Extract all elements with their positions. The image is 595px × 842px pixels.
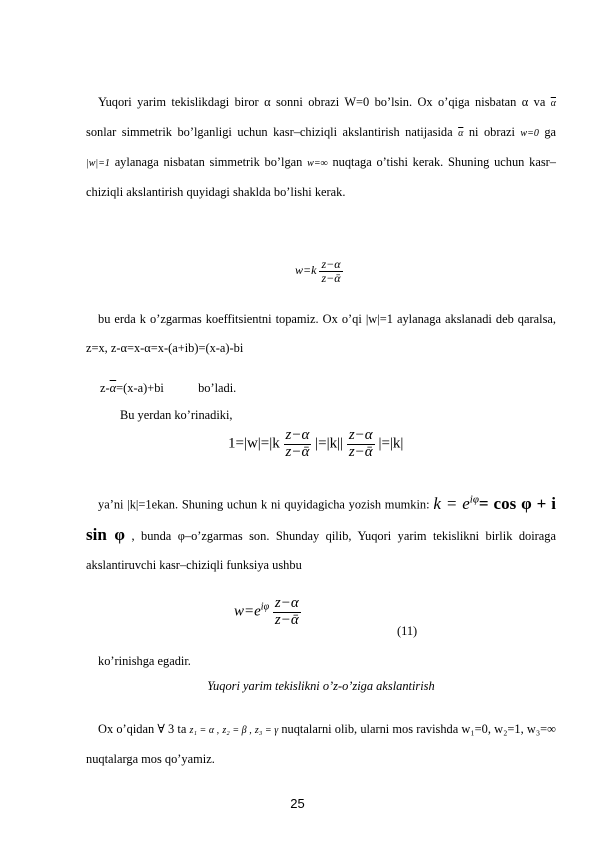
text: bu erda k o’zgarmas koeffitsientni topamiz. Ox o’qi |w|=1 aylanaga akslanadi deb qaralsa, z=x, z-α=x-α=x-(a+ib)=(x-a)-bi — [86, 312, 556, 355]
fraction — [273, 596, 301, 629]
text: ni obrazi — [468, 125, 515, 139]
line-conjugate — [100, 374, 400, 403]
math-w-infinity: w=∞ — [307, 158, 328, 169]
text: Yuqori yarim tekislikdagi biror — [98, 95, 259, 109]
text: bo’ladi. — [198, 381, 237, 395]
formula-lhs: w=e — [234, 603, 261, 620]
text: sonlar simmetrik bo’lganligi uchun kasr–chiziqli akslantirish natijasida — [86, 125, 453, 139]
formula-lhs: w=k — [295, 262, 317, 277]
fraction — [284, 428, 312, 461]
fraction-denominator: z−ᾱ — [274, 611, 299, 628]
paragraph-k-coefficient — [86, 305, 556, 363]
text: aylanaga nisbatan simmetrik bo’lgan — [114, 155, 303, 169]
fraction-denominator: z−ᾱ — [348, 443, 373, 460]
fraction-denominator: z−ᾱ — [285, 443, 310, 460]
formula-superscript: iφ — [469, 493, 479, 505]
text: va — [533, 95, 546, 109]
equation-number: (11) — [397, 624, 418, 638]
fraction — [347, 428, 375, 461]
formula-part: k = e — [433, 493, 470, 513]
text: =(x-a)+bi — [116, 381, 164, 395]
text: ga — [544, 125, 557, 139]
text: ko’rinishga egadir. — [98, 654, 191, 668]
math-z1: z₁ = α , — [189, 725, 220, 736]
math-alpha-conjugate: $\overline{\alpha}$ — [550, 98, 556, 109]
paragraph-k-form — [86, 485, 556, 580]
fraction-numerator: z−α — [274, 595, 299, 611]
paragraph-three-points — [86, 715, 556, 774]
page-number: 25 — [290, 796, 305, 811]
fraction-numerator: z−α — [285, 427, 310, 443]
text: z- — [100, 381, 110, 395]
formula-part: = cos φ + i sin φ — [86, 493, 556, 544]
fraction — [319, 258, 342, 284]
formula-part: |=|k| — [378, 435, 404, 452]
text: nuqtalarni olib, ularni mos ravishda w₁=0, w₂=1, w₃=∞ nuqtalarga mos qo’yamiz. — [86, 722, 556, 766]
formula-w-k — [295, 258, 343, 284]
text: sonni obrazi W=0 bo’lsin. Ox o’qiga nisbatan — [275, 95, 517, 109]
paragraph-form-note — [86, 647, 556, 676]
fraction-numerator: z−α — [321, 257, 341, 271]
formula-part: 1=|w|=|k — [228, 435, 280, 452]
formula-main-mapping — [234, 596, 301, 629]
text: ya’ni |k|=1ekan. Shuning uchun k ni quyidagicha yozish mumkin: — [98, 497, 430, 512]
math-w-zero: w=0 — [520, 128, 539, 139]
math-alpha-conjugate: $\overline{\alpha}$ — [458, 128, 464, 139]
math-alpha-conjugate: $\overline{\alpha}$ — [109, 381, 117, 395]
text: Bu yerdan ko’rinadiki, — [120, 408, 233, 422]
text: , bunda φ–o’zgarmas son. Shunday qilib, Yuqori yarim tekislikni birlik doiraga akslantiruvchi kasr–chiziqli funksiya ushbu — [86, 528, 556, 572]
text: nuqtaga o’tishi kerak. Shuning uchun kasr–chiziqli akslantirish quyidagi shaklda bo’lishi kerak. — [86, 155, 556, 199]
fraction-denominator: z−ᾱ — [321, 270, 341, 285]
section-heading: Yuqori yarim tekislikni o’z-o’ziga akslantirish — [207, 679, 435, 693]
formula-modulus — [228, 428, 403, 461]
fraction-numerator: z−α — [348, 427, 373, 443]
text: Ox o’qidan ∀ 3 ta — [98, 722, 187, 736]
paragraph-intro — [86, 88, 556, 207]
math-abs-w: |w|=1 — [86, 158, 110, 169]
math-z3: z₃ = γ — [254, 725, 279, 736]
line-conclusion — [120, 401, 420, 430]
formula-superscript: iφ — [260, 601, 270, 613]
math-alpha: α — [521, 95, 529, 109]
formula-part: |=|k|| — [315, 435, 344, 452]
math-z2: z₂ = β , — [222, 725, 252, 736]
math-alpha: α — [264, 95, 271, 109]
